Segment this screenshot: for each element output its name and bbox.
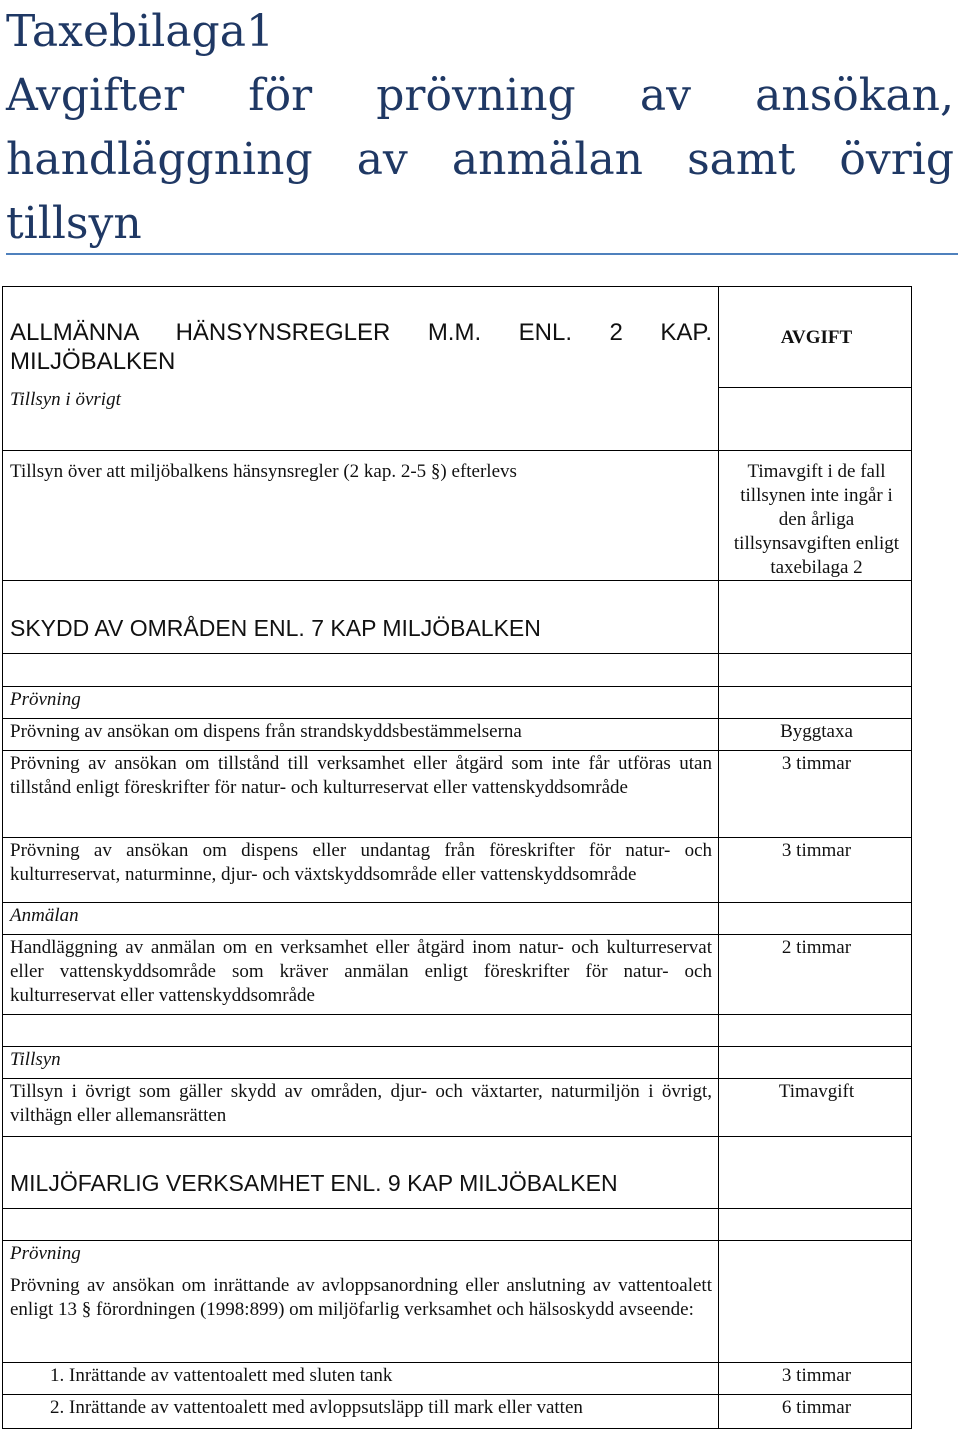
row-line xyxy=(2,286,912,287)
row-line xyxy=(2,1240,912,1241)
section-9-intro: Prövning av ansökan om inrättande av avloppsanordning eller anslutning av vattentoalett enligt 13 § förordningen (1998:899) om miljöfarlig verksamhet och hälsoskydd avseende: xyxy=(10,1275,712,1320)
row-line xyxy=(2,1428,912,1429)
title-line-3: handläggning av anmälan samt övrig xyxy=(6,134,954,185)
row-line xyxy=(2,1014,912,1015)
section-7-row-2-text: Prövning av ansökan om tillstånd till verksamhet eller åtgärd som inte får utföras utan tillstånd enligt föreskrifter för natur- och kulturreservat eller vattenskyddsområde xyxy=(10,753,712,798)
row-line xyxy=(2,750,912,751)
title-line-4: tillsyn xyxy=(6,198,142,249)
tillsyn-fee: Timavgift xyxy=(778,1081,855,1102)
section-9-item-1-fee: 3 timmar xyxy=(781,1365,852,1386)
row-line xyxy=(2,450,912,451)
general-fee: Timavgift i de fall tillsynen inte ingår i den årliga tillsynsavgiften enligt taxebilaga 2 xyxy=(733,461,900,578)
header-subheading: Tillsyn i övrigt xyxy=(10,389,121,410)
section-9-item-2-text: 2. Inrättande av vattentoalett med avloppsutsläpp till mark eller vatten xyxy=(50,1397,583,1418)
tillsyn-text: Tillsyn i övrigt som gäller skydd av områden, djur- och växtarter, naturmiljön i övrigt, vilthägn eller allemansrätten xyxy=(10,1081,712,1126)
row-line xyxy=(2,1046,912,1047)
row-line xyxy=(2,1078,912,1079)
header-left-line-1: ALLMÄNNA HÄNSYNSREGLER M.M. ENL. 2 KAP. xyxy=(10,319,712,346)
fee-table xyxy=(2,286,912,1429)
tillsyn-label: Tillsyn xyxy=(10,1049,61,1070)
section-7-row-3-text: Prövning av ansökan om dispens eller undantag från föreskrifter för natur- och kulturreservat, naturminne, djur- och växtskyddsområde eller vattenskyddsområde xyxy=(10,840,712,885)
document-title xyxy=(6,0,954,256)
title-line-1: Taxebilaga1 xyxy=(6,6,274,57)
section-7-row-1-fee: Byggtaxa xyxy=(780,721,853,742)
section-9-heading: MILJÖFARLIG VERKSAMHET ENL. 9 KAP MILJÖBALKEN xyxy=(10,1170,618,1196)
section-7-provning-label: Prövning xyxy=(10,689,81,710)
anmalan-text: Handläggning av anmälan om en verksamhet eller åtgärd inom natur- och kulturreservat eller vattenskyddsområde som kräver anmälan enligt föreskrifter för natur- och kulturreservat eller vattenskyddsområde xyxy=(10,937,712,1006)
row-line xyxy=(2,580,912,581)
anmalan-fee: 2 timmar xyxy=(781,937,852,958)
row-line xyxy=(2,837,912,838)
column-divider xyxy=(718,286,719,1429)
row-line xyxy=(2,1394,912,1395)
row-line xyxy=(2,1136,912,1137)
section-7-heading: SKYDD AV OMRÅDEN ENL. 7 KAP MILJÖBALKEN xyxy=(10,615,541,641)
row-line xyxy=(2,1362,912,1363)
row-line xyxy=(718,387,912,388)
anmalan-label: Anmälan xyxy=(10,905,79,926)
section-7-row-3-fee: 3 timmar xyxy=(781,840,852,861)
section-7-row-2-fee: 3 timmar xyxy=(781,753,852,774)
row-line xyxy=(2,686,912,687)
section-9-item-1-text: 1. Inrättande av vattentoalett med sluten tank xyxy=(50,1365,393,1386)
section-7-row-1-text: Prövning av ansökan om dispens från strandskyddsbestämmelserna xyxy=(10,721,522,742)
section-9-provning-label: Prövning xyxy=(10,1243,81,1264)
section-9-item-2-fee: 6 timmar xyxy=(781,1397,852,1418)
row-line xyxy=(2,718,912,719)
header-left-line-2: MILJÖBALKEN xyxy=(10,348,176,375)
row-line xyxy=(2,934,912,935)
general-text: Tillsyn över att miljöbalkens hänsynsregler (2 kap. 2-5 §) efterlevs xyxy=(10,461,517,482)
row-line xyxy=(2,653,912,654)
fee-header: AVGIFT xyxy=(780,327,853,348)
row-line xyxy=(2,1208,912,1209)
title-underline xyxy=(6,253,958,255)
row-line xyxy=(2,902,912,903)
table-border-left xyxy=(2,286,3,1429)
title-line-2: Avgifter för prövning av ansökan, xyxy=(6,70,954,121)
